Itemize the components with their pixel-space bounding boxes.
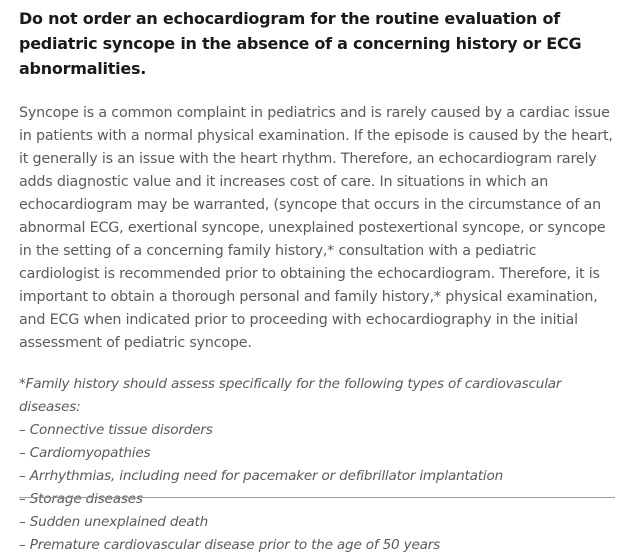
bullet-dash: – — [19, 422, 26, 438]
section-divider — [19, 497, 615, 498]
bullet-dash: – — [19, 514, 26, 530]
list-item — [19, 465, 615, 488]
recommendation-heading: Do not order an echocardiogram for the routine evaluation of pediatric syncope in the absence of a concerning history or ECG abnormalities. — [19, 9, 582, 78]
bullet-dash: – — [19, 537, 26, 553]
bullet-dash: – — [19, 445, 26, 461]
list-item — [19, 511, 615, 534]
list-item-label: Connective tissue disorders — [29, 422, 213, 438]
list-item — [19, 442, 615, 465]
bullet-dash: – — [19, 491, 26, 507]
list-item-label: Premature cardiovascular disease prior to the age of 50 years — [29, 537, 441, 553]
list-item-label: Arrhythmias, including need for pacemaker or defibrillator implantation — [29, 468, 504, 484]
list-item — [19, 419, 615, 442]
list-item — [19, 488, 615, 511]
list-item-label: Storage diseases — [29, 491, 143, 507]
list-item-label: Sudden unexplained death — [29, 514, 209, 530]
recommendation-card — [19, 6, 615, 557]
list-item — [19, 534, 615, 557]
bullet-dash: – — [19, 468, 26, 484]
list-item-label: Cardiomyopathies — [29, 445, 151, 461]
family-history-list — [19, 419, 615, 557]
recommendation-body: Syncope is a common complaint in pediatrics and is rarely caused by a cardiac issue in patients with a normal physical examination. If the episode is caused by the heart, it generally is an issue with the heart rhythm. Therefore, an echocardiogram rarely adds diagnostic value and it increases cost of care. In situations in which an echocardiogram may be warranted, (syncope that occurs in the circumstance of an abnormal ECG, exertional syncope, unexplained postexertional syncope, or syncope in the setting of a concerning family history,* consultation with a pediatric cardiologist is recommended prior to obtaining the echocardiogram. Therefore, it is important to obtain a thorough personal and family history,* physical examination, and ECG when indicated prior to proceeding with echocardiography in the initial assessment of pediatric syncope. — [19, 105, 613, 351]
family-history-note: *Family history should assess specifically for the following types of cardiovascular diseases: — [19, 376, 562, 415]
